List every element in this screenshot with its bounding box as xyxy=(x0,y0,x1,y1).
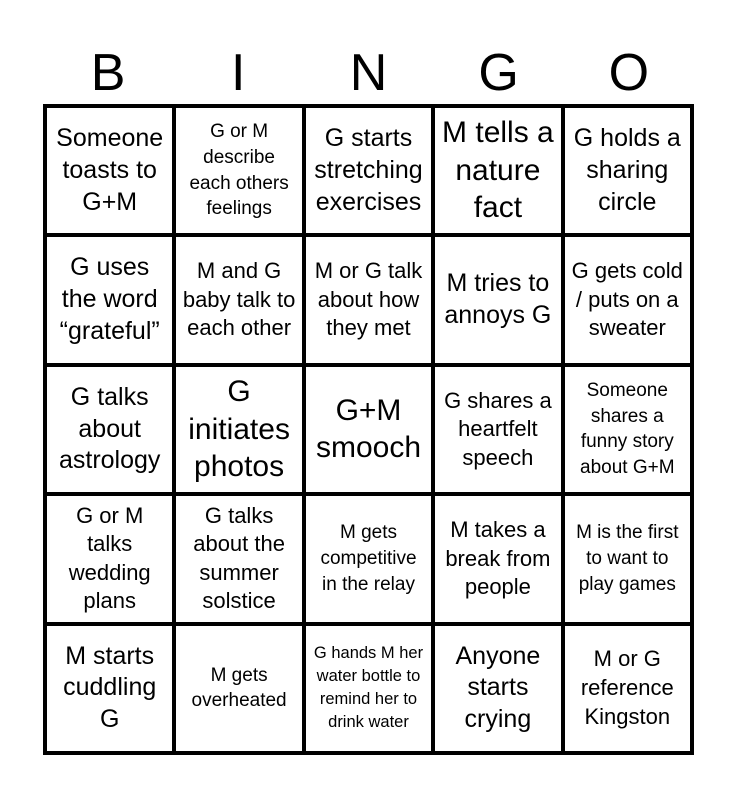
bingo-header xyxy=(43,42,694,104)
header-letter-b: B xyxy=(90,44,126,102)
cell-text: G hands M her water bottle to remind her to drink water xyxy=(313,644,424,732)
header-letter-g: G xyxy=(478,44,519,102)
cell-text: G or M talks wedding plans xyxy=(68,502,151,614)
cell-text: Anyone starts crying xyxy=(455,641,541,734)
cell-text: M starts cuddling G xyxy=(63,641,157,734)
cell-text: M is the first to want to play games xyxy=(576,522,679,595)
cell-text: M tries to annoys G xyxy=(444,269,552,330)
bingo-cell[interactable] xyxy=(563,494,692,623)
cell-text: M gets competitive in the relay xyxy=(320,522,417,595)
bingo-grid xyxy=(43,104,694,755)
bingo-cell[interactable] xyxy=(563,106,692,235)
bingo-cell[interactable] xyxy=(563,624,692,753)
cell-text: M gets overheated xyxy=(191,664,287,712)
bingo-cell[interactable] xyxy=(563,235,692,364)
cell-text: M or G reference Kingston xyxy=(580,646,674,729)
header-letter-o: O xyxy=(608,44,650,102)
bingo-cell[interactable] xyxy=(45,106,174,235)
bingo-cell[interactable] xyxy=(304,235,433,364)
cell-text: G holds a sharing circle xyxy=(573,124,681,216)
bingo-cell[interactable] xyxy=(45,494,174,623)
bingo-cell[interactable] xyxy=(563,365,692,494)
cell-text: G uses the word “grateful” xyxy=(59,253,160,345)
bingo-cell[interactable] xyxy=(174,235,303,364)
bingo-cell[interactable] xyxy=(45,624,174,753)
cell-text: M tells a nature fact xyxy=(442,116,554,225)
header-letter-i: I xyxy=(231,44,246,102)
cell-text: G initiates photos xyxy=(188,375,290,484)
cell-text: M or G talk about how they met xyxy=(314,258,423,341)
cell-text: G gets cold / puts on a sweater xyxy=(571,258,683,341)
cell-text: Someone shares a funny story about G+M xyxy=(580,380,675,479)
bingo-cell[interactable] xyxy=(174,624,303,753)
cell-text: G+M smooch xyxy=(315,393,422,465)
cell-text: G talks about astrology xyxy=(58,382,161,475)
free-space-cell[interactable] xyxy=(304,365,433,494)
bingo-cell[interactable] xyxy=(304,106,433,235)
bingo-cell[interactable] xyxy=(45,365,174,494)
cell-text: G talks about the summer solstice xyxy=(193,502,285,614)
bingo-cell[interactable] xyxy=(304,494,433,623)
bingo-cell[interactable] xyxy=(45,235,174,364)
bingo-cell[interactable] xyxy=(433,365,562,494)
bingo-cell[interactable] xyxy=(304,624,433,753)
bingo-cell[interactable] xyxy=(174,494,303,623)
cell-text: G or M describe each others feelings xyxy=(189,121,289,220)
cell-text: M takes a break from people xyxy=(445,517,551,600)
header-letter-n: N xyxy=(349,44,388,102)
bingo-cell[interactable] xyxy=(174,106,303,235)
bingo-cell[interactable] xyxy=(433,494,562,623)
bingo-cell[interactable] xyxy=(174,365,303,494)
cell-text: Someone toasts to G+M xyxy=(56,124,164,216)
cell-text: M and G baby talk to each other xyxy=(182,258,296,341)
bingo-cell[interactable] xyxy=(433,106,562,235)
bingo-cell[interactable] xyxy=(433,235,562,364)
bingo-cell[interactable] xyxy=(433,624,562,753)
cell-text: G starts stretching exercises xyxy=(314,124,423,216)
cell-text: G shares a heartfelt speech xyxy=(444,387,552,470)
